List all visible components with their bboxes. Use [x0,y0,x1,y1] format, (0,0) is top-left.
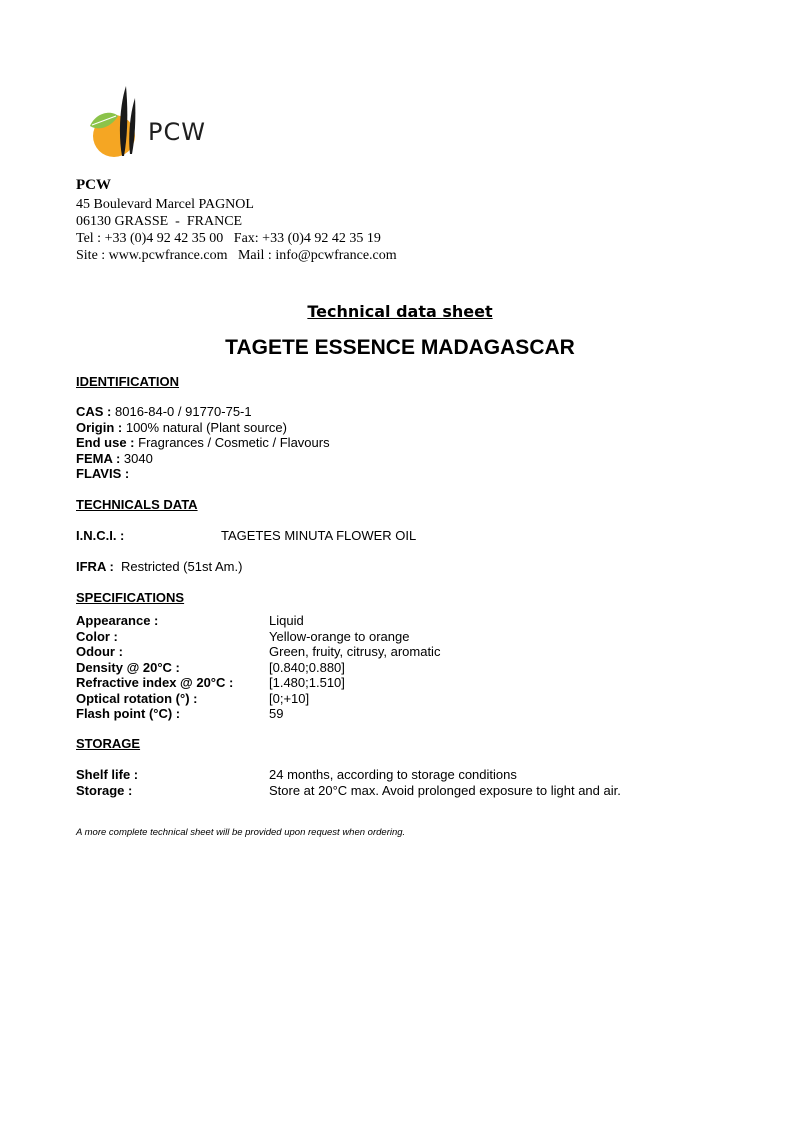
storage-label: Shelf life : [76,767,139,782]
ifra-row [76,559,242,575]
origin-row [76,420,287,436]
spec-value: Yellow-orange to orange [269,628,410,644]
fema-label: FEMA : [76,450,121,466]
storage-value: Store at 20°C max. Avoid prolonged exposure to light and air. [269,782,621,798]
spec-label: Appearance : [76,613,159,628]
document-type-text: Technical data sheet [307,302,493,321]
product-title: TAGETE ESSENCE MADAGASCAR [225,336,575,359]
section-heading-technical-data: TECHNICALS DATA [76,497,198,512]
ifra-value: Restricted (51st Am.) [121,559,243,574]
company-address [76,177,397,264]
flavis-row [76,466,129,482]
ifra-label: IFRA : [76,559,114,574]
logo-wordmark: PCW [148,118,206,146]
spec-label: Flash point (°C) : [76,706,181,721]
section-heading-identification: IDENTIFICATION [76,374,180,389]
document-type-title [0,302,800,321]
spec-label: Density @ 20°C : [76,659,180,675]
footnote: A more complete technical sheet will be provided upon request when ordering. [76,827,406,838]
inci-value: TAGETES MINUTA FLOWER OIL [221,528,417,543]
fema-row [76,451,153,467]
phone-fax-line: Tel : +33 (0)4 92 42 35 00 Fax: +33 (0)4 92 42 35 19 [76,231,381,246]
spec-value: [0.840;0.880] [269,659,345,675]
fema-value: 3040 [123,450,153,466]
spec-value: [1.480;1.510] [269,675,345,690]
spec-label: Color : [76,628,118,644]
cas-value: 8016-84-0 / 91770-75-1 [115,404,252,419]
spec-label: Optical rotation (°) : [76,690,198,706]
end-use-value: Fragrances / Cosmetic / Flavours [138,435,330,450]
spec-value: [0;+10] [269,690,310,706]
origin-value: 100% natural (Plant source) [125,419,287,435]
website-mail-line: Site : www.pcwfrance.com Mail : info@pcwfrance.com [76,248,397,263]
spec-label: Odour : [76,644,123,659]
cas-row [76,404,252,420]
end-use-label: End use : [76,435,135,450]
inci-label: I.N.C.I. : [76,528,125,543]
spec-value: 59 [269,706,284,721]
company-name: PCW [76,177,111,193]
address-line-1: 45 Boulevard Marcel PAGNOL [76,197,254,212]
flavis-label: FLAVIS : [76,466,130,481]
cas-label: CAS : [76,404,112,419]
spec-value: Liquid [269,613,304,628]
spec-label: Refractive index @ 20°C : [76,675,234,690]
origin-label: Origin : [76,419,123,435]
section-heading-storage: STORAGE [76,736,141,751]
storage-label: Storage : [76,782,133,798]
spec-value: Green, fruity, citrusy, aromatic [269,644,441,659]
end-use-row [76,435,330,451]
storage-value: 24 months, according to storage conditions [269,767,517,782]
address-line-2: 06130 GRASSE - FRANCE [76,214,243,229]
section-heading-specifications: SPECIFICATIONS [76,590,185,605]
